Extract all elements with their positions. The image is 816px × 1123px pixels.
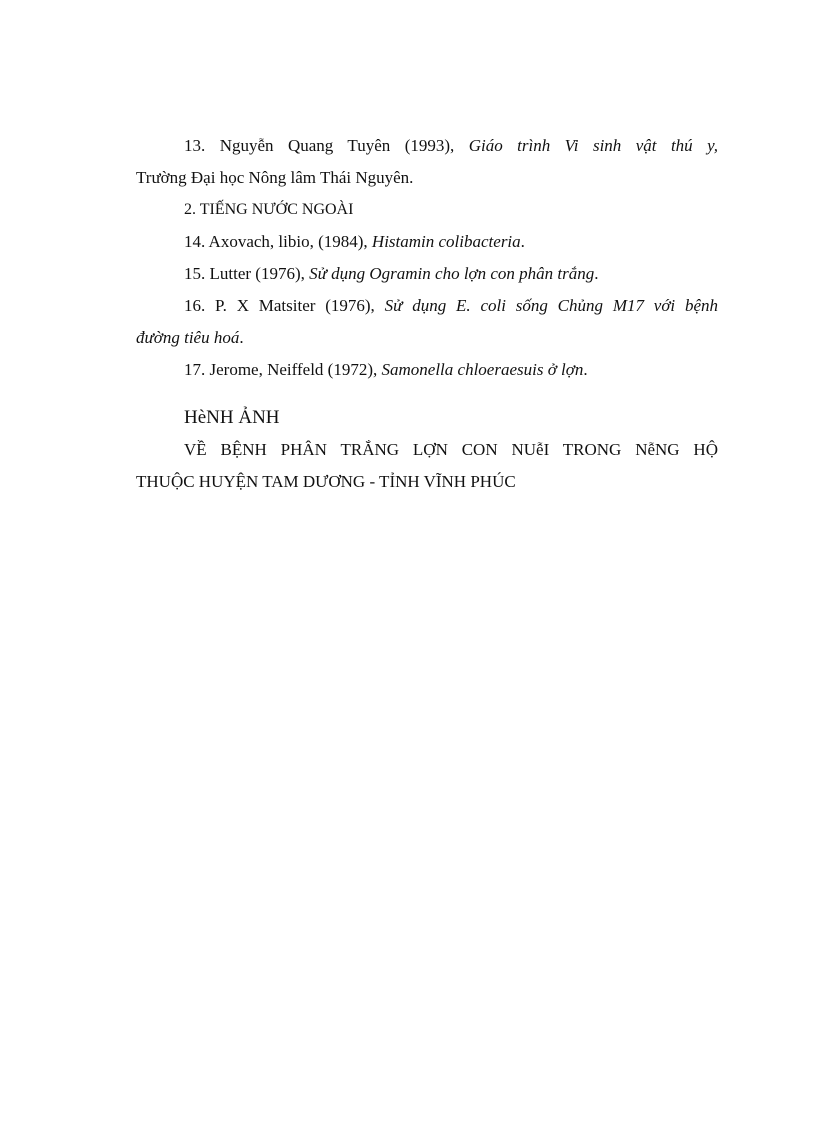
reference-16-authors: 16. P. X Matsiter (1976), <box>184 296 385 315</box>
reference-13-title: Giáo trình Vi sinh vật thú y, <box>468 136 718 155</box>
reference-14-title: Histamin colibacteria <box>371 232 521 251</box>
reference-17-authors: 17. Jerome, Neiffeld (1972), <box>184 360 382 379</box>
references-content <box>136 130 718 498</box>
reference-17-title: Samonella chloeraesuis ở lợn <box>381 360 584 379</box>
reference-16 <box>136 290 718 354</box>
figures-title <box>136 434 718 498</box>
foreign-section-heading: 2. TIẾNG NƯỚC NGOÀI <box>184 201 354 218</box>
reference-15-title: Sử dụng Ogramin cho lợn con phân trắng <box>309 264 595 283</box>
reference-17-end: . <box>583 360 588 379</box>
reference-15-authors: 15. Lutter (1976), <box>184 264 310 283</box>
figures-heading: HèNH ẢNH <box>184 407 280 428</box>
reference-16-end: . <box>239 328 244 347</box>
reference-16-line1 <box>136 290 718 322</box>
figures-title-line1: VỀ BỆNH PHÂN TRẮNG LỢN CON NUễI TRONG NễNG HỘ <box>184 440 718 459</box>
reference-14-end: . <box>520 232 525 251</box>
reference-16-title-line1: Sử dụng E. coli sống Chủng M17 với bệnh <box>384 296 718 315</box>
reference-13-publisher: Trường Đại học Nông lâm Thái Nguyên. <box>136 168 414 187</box>
reference-16-title-line2: đường tiêu hoá <box>136 328 240 347</box>
figures-title-line2: THUỘC HUYỆN TAM DƯƠNG - TỈNH VĨNH PHÚC <box>136 472 516 491</box>
reference-13 <box>136 130 718 194</box>
reference-13-line1 <box>136 130 718 162</box>
reference-14-authors: 14. Axovach, libio, (1984), <box>184 232 372 251</box>
reference-17 <box>136 354 718 386</box>
reference-13-authors: 13. Nguyễn Quang Tuyên (1993), <box>184 136 469 155</box>
reference-15 <box>136 258 718 290</box>
reference-15-end: . <box>594 264 599 283</box>
section-gap <box>136 386 718 402</box>
reference-14 <box>136 226 718 258</box>
